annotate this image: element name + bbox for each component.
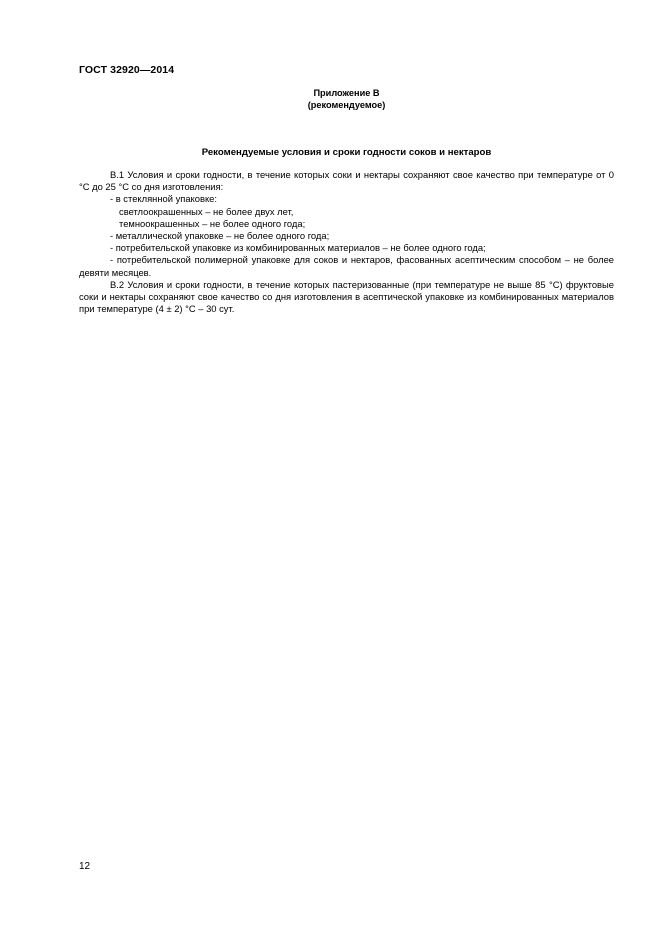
- document-code: ГОСТ 32920—2014: [79, 64, 175, 76]
- appendix-title-block: [79, 87, 614, 111]
- page-number: 12: [79, 861, 91, 872]
- list-item-metal: - металлической упаковке – не более одного года;: [110, 230, 330, 242]
- list-item-light-colored: светлоокрашенных – не более двух лет,: [119, 205, 294, 217]
- appendix-subtitle: (рекомендуемое): [307, 100, 386, 110]
- list-item-glass: - в стеклянной упаковке:: [110, 193, 217, 205]
- list-item-dark-colored: темноокрашенных – не более одного года;: [119, 217, 306, 229]
- appendix-title: Приложение В: [313, 88, 380, 98]
- list-item-polymer: - потребительской полимерной упаковке для соков и нектаров, фасованных асептическим способом – не более девяти месяцев.: [79, 254, 614, 278]
- paragraph-b2: В.2 Условия и сроки годности, в течение которых пастеризованные (при температуре не выше 85 °С) фруктовые соки и нектары сохраняют свое качество со дня изготовления в асептической упаковке из комбинированных материалов при температуре (4 ± 2) °С – 30 сут.: [79, 278, 614, 315]
- list-item-combined: - потребительской упаковке из комбинированных материалов – не более одного года;: [110, 242, 486, 254]
- body-text: [79, 169, 614, 315]
- paragraph-b1: В.1 Условия и сроки годности, в течение которых соки и нектары сохраняют свое качество при температуре от 0 °С до 25 °С со дня изготовления:: [79, 169, 614, 193]
- section-heading: Рекомендуемые условия и сроки годности соков и нектаров: [201, 147, 492, 158]
